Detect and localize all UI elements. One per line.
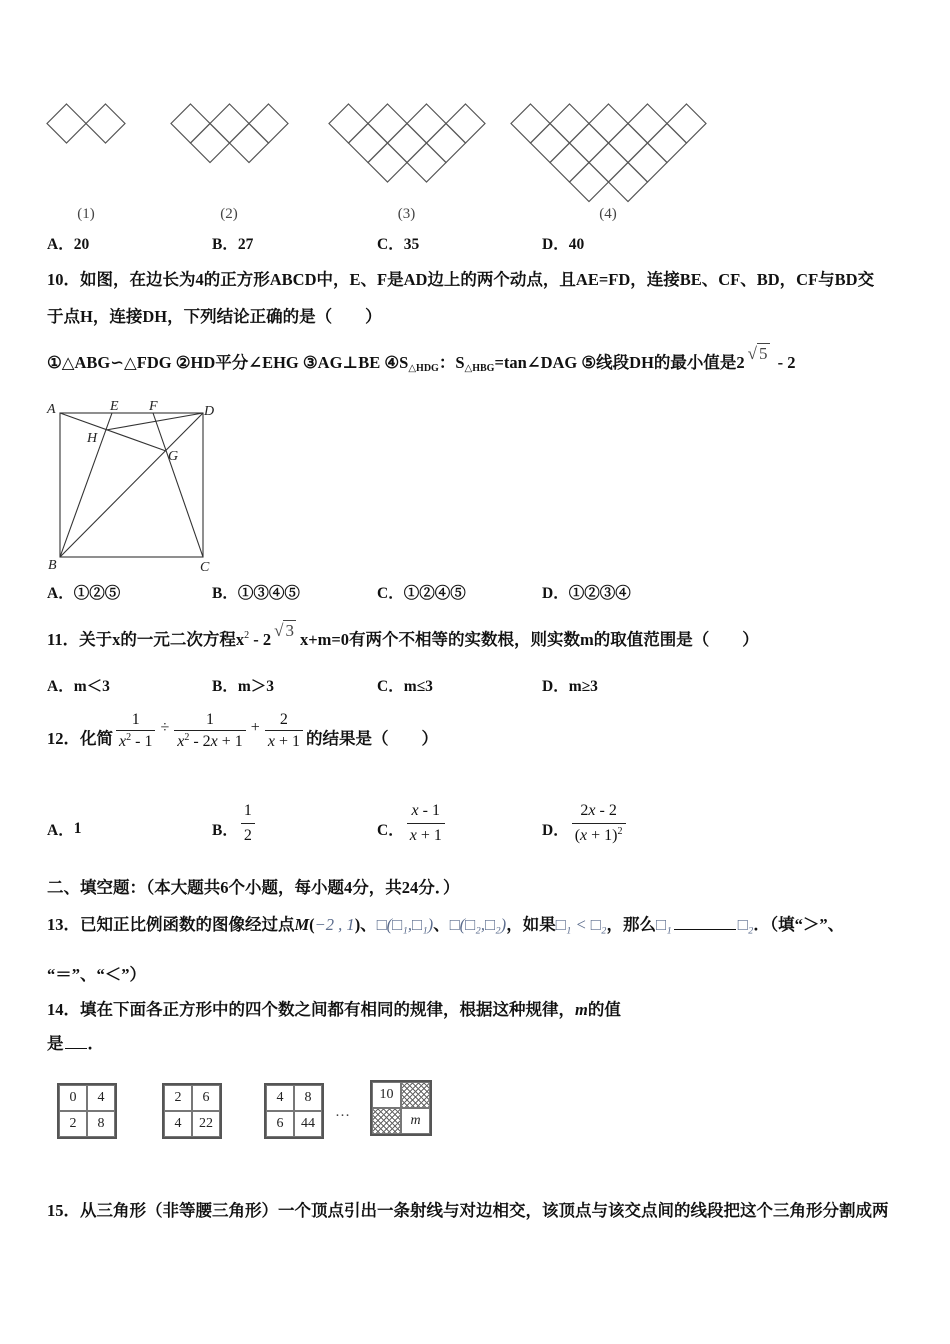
option-value: 27 [237,236,254,253]
q11-option-c [377,677,433,697]
option-key: D． [542,585,569,602]
option-value: 40 [568,236,585,253]
stem-text: 13．已知正比例函数的图像经过点 [47,915,295,934]
numerator: 2 [279,710,288,728]
answer-blank [65,1034,87,1049]
condition: □₁ < □₂ [555,915,607,934]
figure-label-3: (3) [397,206,416,222]
subscript: △HBG [464,363,495,374]
option-value: ①③④⑤ [237,585,300,602]
option-key: A． [47,236,74,253]
numerator [409,799,443,823]
fraction-3 [265,709,303,752]
option-value: ①②④⑤ [403,585,466,602]
q10-stem-line-1: 10．如图，在边长为4的正方形ABCD中，E、F是AD边上的两个动点，且AE=FD，连接BE、CF、BD，CF与BD交 [47,270,875,289]
option-value: m＜3 [73,678,110,695]
diamond-square [329,104,368,143]
point-label-h: H [87,431,98,446]
segment-cf [153,413,203,557]
q10-option-b [212,584,300,604]
cell: 8 [87,1111,115,1137]
number-square-1 [57,1083,117,1139]
q10-stem-line-2: 于点H，连接DH，下列结论正确的是（ ） [47,307,382,326]
option-key: D． [542,678,569,695]
option-value: ①②⑤ [73,585,121,602]
q12-stem [47,700,438,760]
stem-text: ，如果 [506,915,556,934]
diamond-square [589,143,628,182]
diamond-square [628,143,667,182]
point-label-g: G [168,449,179,464]
diamond-square [609,124,648,163]
statement-text: ：S [438,353,465,372]
denominator [265,730,303,752]
figure-label-4: (4) [599,206,617,222]
q10-option-c [377,584,466,604]
numerator [577,799,619,823]
diamond-square [570,124,609,163]
option-value: m＞3 [237,678,275,695]
denominator [174,730,246,752]
cell: 6 [192,1085,220,1111]
q14-stem-line-2 [47,1034,104,1054]
figure-label-1: (1) [77,206,95,222]
fraction [241,799,255,848]
variable: x [580,826,588,844]
diamond-square [550,104,589,143]
exponent: 2 [617,825,623,837]
stem-text: 12．化简 [47,729,113,748]
fraction [572,799,626,848]
option-key: B． [212,678,238,695]
divide-operator: ÷ [160,719,170,736]
pattern-figure-3 [328,103,485,222]
cell: 2 [164,1085,192,1111]
q12-option-b [212,798,258,848]
diamond-square [446,104,485,143]
number-square-4 [370,1080,432,1136]
cell-m: m [401,1108,430,1134]
option-value: 1 [73,820,82,837]
option-key: D． [542,236,569,253]
option-key: C． [377,236,404,253]
q12-option-d [542,798,629,848]
q12-option-a [47,798,81,848]
y1: □₁ [655,915,672,934]
option-value: 20 [73,236,90,253]
number-square-3 [264,1083,324,1139]
statement-text: - 2 [773,353,796,372]
numerator: 1 [131,710,140,728]
hatched-cell [401,1082,430,1108]
point-label-f: F [149,399,158,414]
option-key: A． [47,822,74,839]
diamond-square [589,104,628,143]
cell: 4 [87,1085,115,1111]
diamond-pattern-3 [328,103,486,183]
q12-options [0,798,950,844]
stem-text: ． [87,1034,104,1053]
stem-text: x+m=0有两个不相等的实数根，则实数m的取值范围是（ ） [299,630,759,649]
variable: x [119,732,127,750]
option-key: B． [212,822,238,839]
numerator: 1 [243,801,252,819]
stem-text: ．（填“＞”、 [753,915,845,934]
denominator-rest: - 1 [131,732,153,750]
square-root [274,621,296,641]
q10-statements [47,344,796,374]
diamond-square [230,124,269,163]
q9-option-d [542,235,584,255]
pattern-figure-4 [510,103,706,222]
stem-text: 的结果是（ ） [305,729,438,748]
segment-be [60,413,112,557]
option-key: C． [377,678,404,695]
exponent: 2 [244,630,250,641]
coefficient: 2 [580,801,589,819]
q14-stem-line-1 [47,1000,621,1020]
diamond-pattern-4 [510,103,707,203]
pattern-figure-2 [170,103,288,222]
diamond-square [349,124,388,163]
point-b: □(□₂,□₂) [449,915,507,934]
segment-bd [60,413,203,557]
stem-text: 的值 [587,1000,621,1019]
denominator-rest: + 1 [217,732,243,750]
numerator-rest: - 2 [595,801,617,819]
diamond-square [550,143,589,182]
exponent: 2 [184,731,190,743]
option-key: B． [212,585,238,602]
separator: 、 [433,915,450,934]
diamond-square [667,104,706,143]
radical-sign: √ [747,344,758,363]
stem-text: 11．关于x的一元二次方程x [47,630,245,649]
denominator-mid: - 2 [189,732,211,750]
stem-text: 14．填在下面各正方形中的四个数之间都有相同的规律，根据这种规律， [47,1000,575,1019]
cell: 44 [294,1111,322,1137]
q11-stem [47,621,759,650]
diamond-square [648,124,687,163]
cell: 6 [266,1111,294,1137]
stem-text: - 2 [249,630,272,649]
point-label-d: D [204,404,215,419]
diamond-square [171,104,210,143]
denominator-rest: + 1 [274,732,300,750]
point-m-coords: −2 , 1 [314,915,355,934]
point-label-c: C [200,560,210,575]
numerator: 1 [206,710,214,728]
q9-option-a [47,235,89,255]
variable: x [210,732,218,750]
stem-text: ，那么 [606,915,656,934]
denominator-rest: + 1) [587,826,618,844]
diamond-square [609,163,648,202]
diamond-square [511,104,550,143]
exponent: 2 [126,731,132,743]
section-2-heading: 二、填空题：（本大题共6个小题，每小题4分，共24分．） [47,878,460,897]
fraction-1 [116,709,155,752]
q13-stem-line-2: “＝”、“＜”） [47,965,146,984]
stem-text: 是 [47,1034,64,1053]
variable: x [177,732,185,750]
variable: x [588,801,596,819]
number-square-2 [162,1083,222,1139]
diamond-square [388,124,427,163]
paren: ( [309,915,315,934]
q13-stem-line-1 [47,915,844,935]
diamond-square [570,163,609,202]
pattern-figure-1 [46,103,126,222]
denominator: 2 [241,823,255,848]
radicand: 3 [285,621,294,640]
diamond-square [47,104,86,143]
diamond-square [407,143,446,182]
ellipsis: … [335,1104,350,1120]
variable: x [411,801,419,819]
diamond-square [407,104,446,143]
q10-option-a [47,584,120,604]
denominator [407,823,445,848]
q9-options [0,235,950,255]
q12-option-c [377,798,448,848]
y2: □₂ [737,915,754,934]
denominator [572,823,626,848]
q9-option-b [212,235,253,255]
variable: x [267,732,275,750]
option-key: D． [542,822,569,839]
point-m-label: M [294,915,310,934]
fraction [407,799,445,848]
q15-stem: 15．从三角形（非等腰三角形）一个顶点引出一条射线与对边相交，该顶点与该交点间的线段把这个三角形分割成两 [47,1201,889,1220]
open-paren: ( [574,826,581,844]
diamond-square [210,104,249,143]
option-key: A． [47,678,74,695]
q10-option-d [542,584,631,604]
cell: 22 [192,1111,220,1137]
point-label-b: B [48,558,57,573]
segment-ag [60,413,166,451]
cell: 10 [372,1082,401,1108]
option-key: C． [377,822,404,839]
statement-text: ①△ABG∽△FDG ②HD平分∠EHG ③AG⊥BE ④S [47,353,409,372]
numerator-rest: - 1 [418,801,440,819]
point-label-a: A [47,402,56,417]
point-a: □(□₁,□₁) [376,915,434,934]
radical-sign: √ [274,621,284,640]
option-value: 35 [403,236,420,253]
option-key: A． [47,585,74,602]
diamond-pattern-1 [46,103,126,144]
fraction-2 [174,709,246,752]
option-key: C． [377,585,404,602]
option-value: m≤3 [403,678,433,695]
diamond-square [531,124,570,163]
diamond-square [628,104,667,143]
q11-option-a [47,677,110,697]
option-value: m≥3 [568,678,598,695]
diamond-square [368,143,407,182]
cell: 8 [294,1085,322,1111]
diamond-square [368,104,407,143]
hatched-cell [372,1108,401,1134]
q9-option-c [377,235,419,255]
subscript: △HDG [408,363,439,374]
diamond-square [427,124,466,163]
statement-text: =tan∠DAG ⑤线段DH的最小值是2 [494,353,745,372]
diamond-square [249,104,288,143]
q10-options [0,584,950,604]
point-label-e: E [110,399,119,414]
plus-operator: + [250,719,260,736]
option-key: B． [212,236,238,253]
figure-label-2: (2) [220,206,238,222]
denominator-rest: + 1 [416,826,442,844]
diamond-pattern-2 [170,103,289,164]
variable-m: m [575,1000,588,1019]
cell: 4 [164,1111,192,1137]
denominator [116,730,155,752]
q11-options [0,677,950,697]
cell: 0 [59,1085,87,1111]
diamond-square [86,104,125,143]
cell: 2 [59,1111,87,1137]
paren: )、 [354,915,377,934]
q11-option-d [542,677,598,697]
q11-option-b [212,677,274,697]
variable: x [409,826,417,844]
answer-blank [674,915,736,930]
square-root [748,344,770,364]
diamond-square [191,124,230,163]
option-value: ①②③④ [568,585,631,602]
radicand: 5 [759,344,768,363]
square-abcd-figure [40,395,230,580]
cell: 4 [266,1085,294,1111]
